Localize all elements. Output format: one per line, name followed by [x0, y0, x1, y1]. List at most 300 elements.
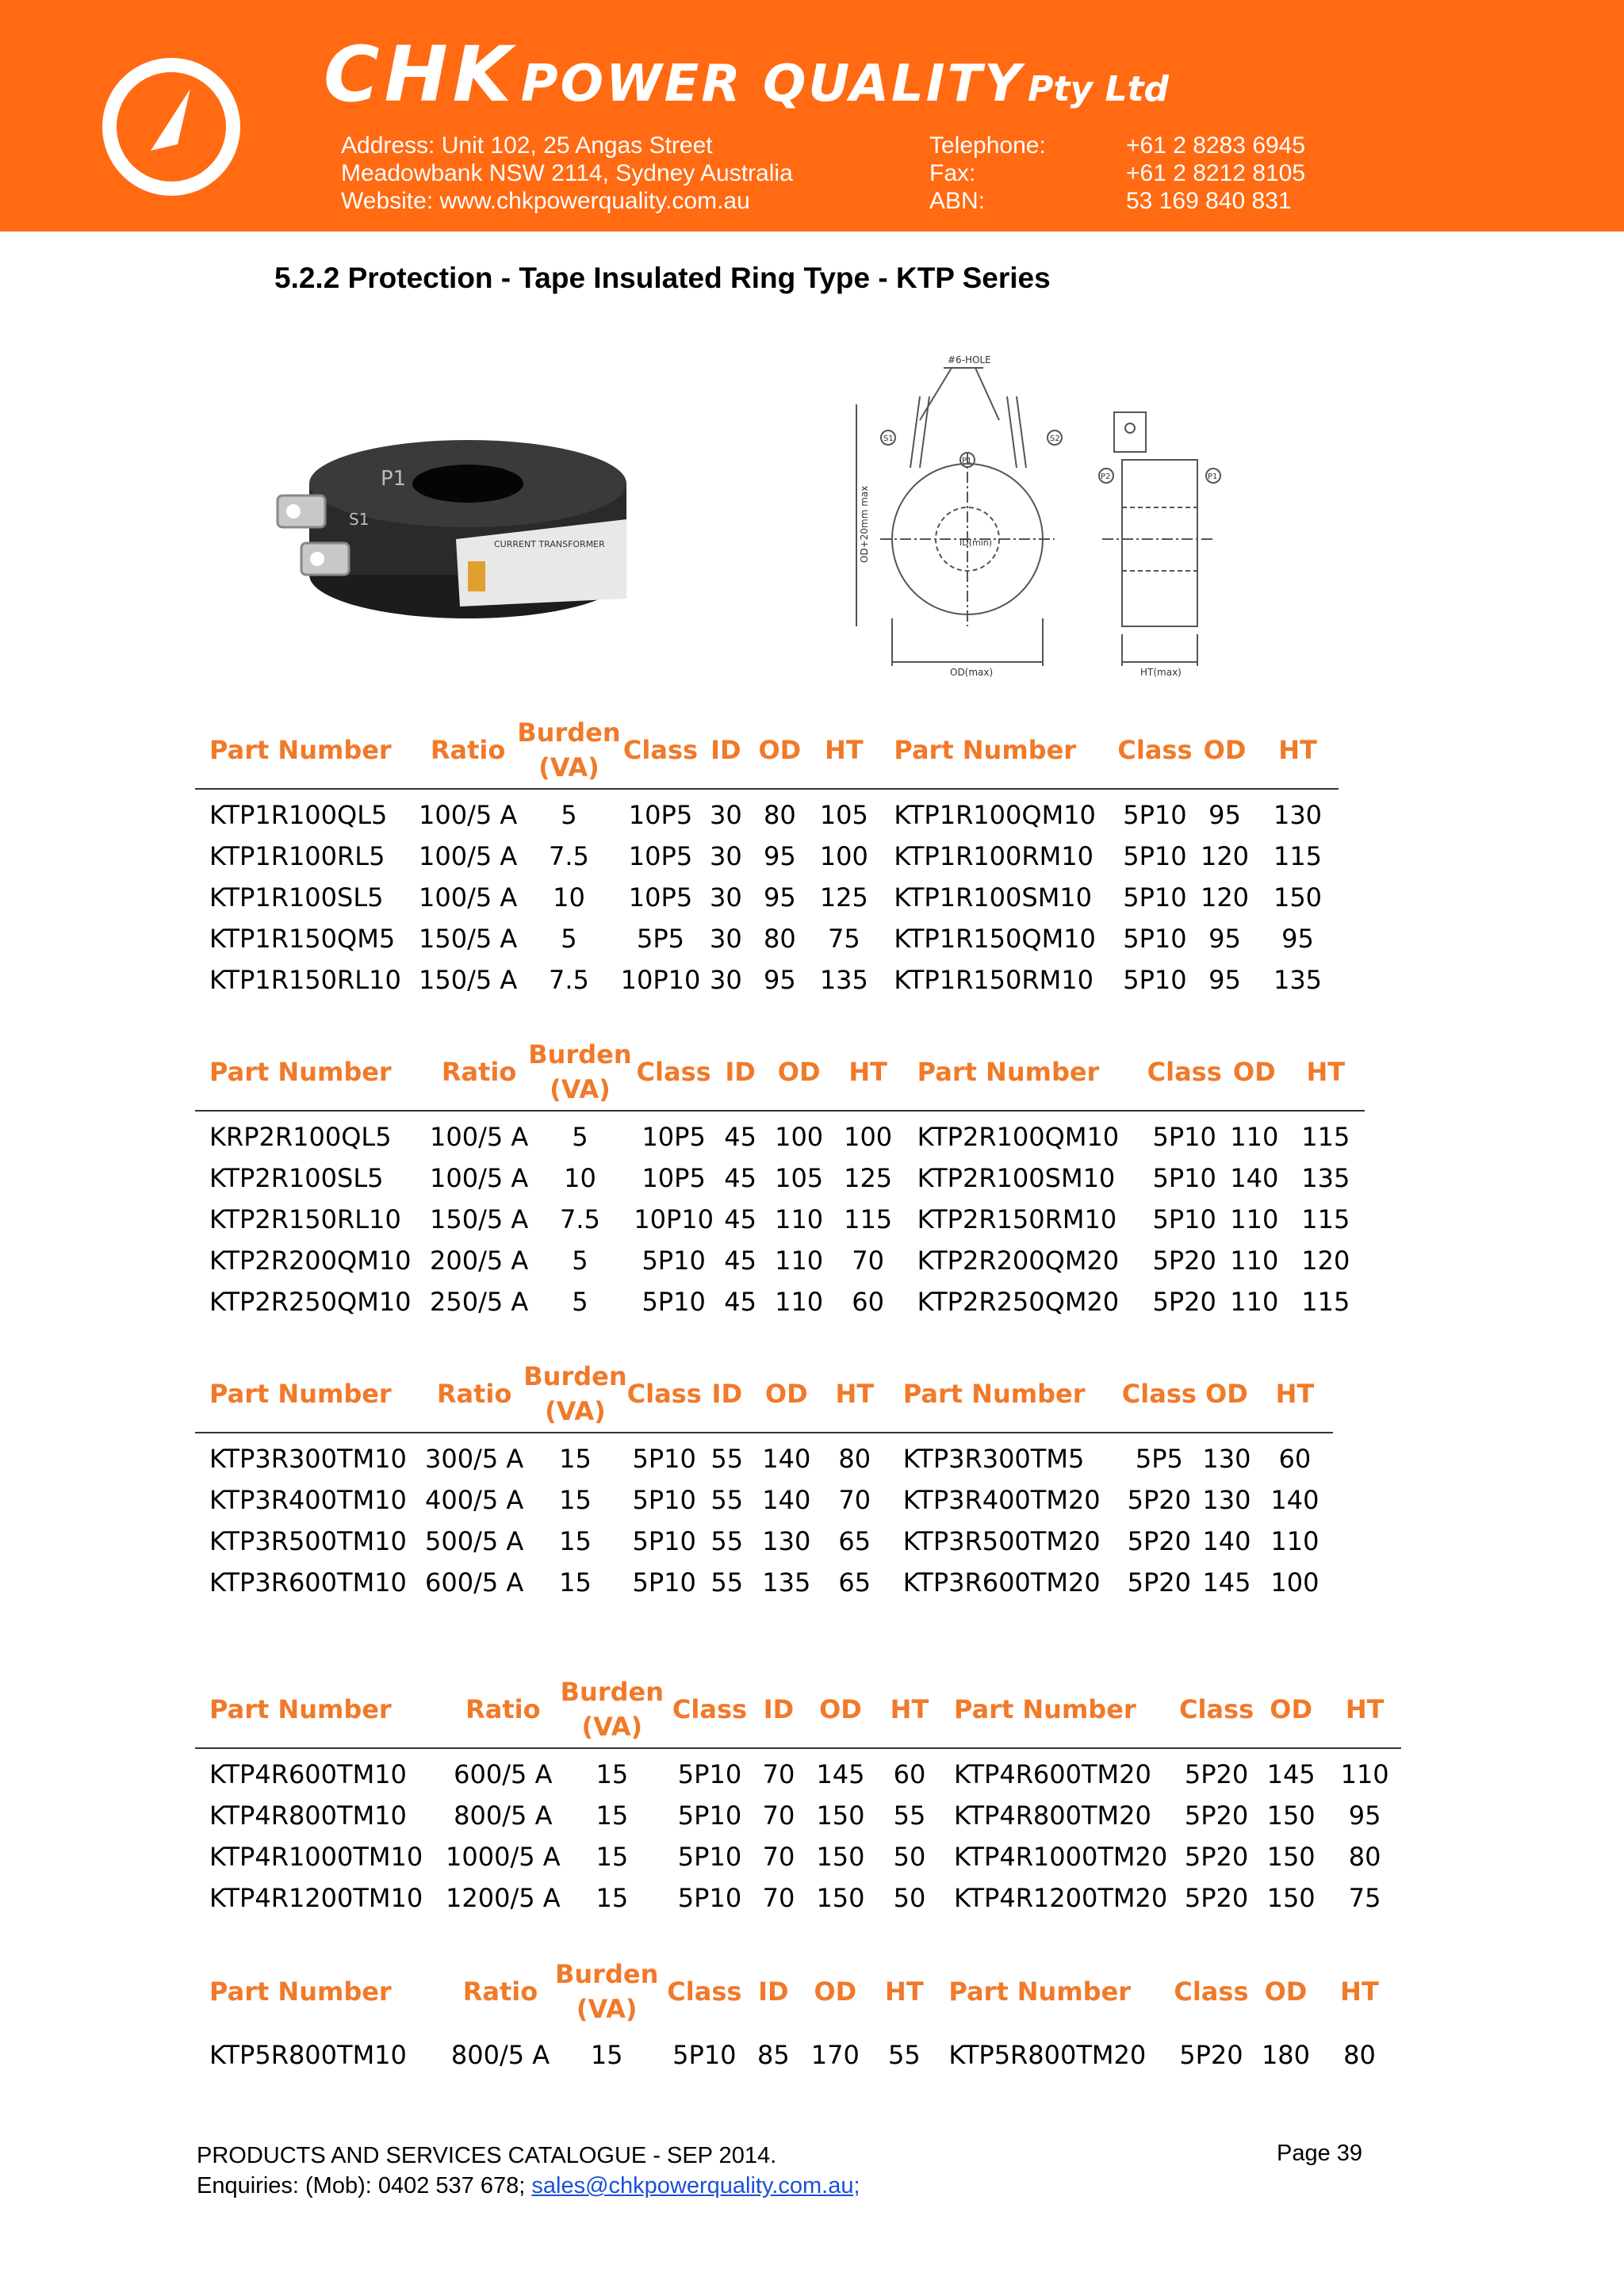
cell-part-number: KTP4R1200TM10 [209, 1883, 423, 1913]
cell-ratio: 150/5 A [430, 1204, 529, 1234]
col-od: OD [753, 1357, 821, 1433]
cell-id: 45 [724, 1163, 756, 1193]
cell-class-2: 5P20 [1184, 1842, 1249, 1872]
cell-od-2: 130 [1202, 1444, 1251, 1474]
cell-part-number: KTP5R800TM10 [209, 2040, 407, 2070]
enquiries-line [197, 2171, 860, 2201]
table-row [195, 1111, 1365, 1158]
col-burden-line2: (VA) [581, 1712, 643, 1742]
cell-part-number-2: KTP2R100QM10 [917, 1122, 1120, 1152]
cell-class: 5P5 [636, 924, 684, 954]
cell-od-2: 145 [1202, 1567, 1251, 1598]
cell-od-2: 130 [1202, 1485, 1251, 1515]
cell-id: 30 [710, 841, 742, 871]
cell-id: 30 [710, 800, 742, 830]
table-row [195, 1562, 1333, 1603]
col-part-number-2: Part Number [903, 1035, 1147, 1111]
col-burden-line1: Burden [560, 1677, 664, 1707]
cell-id: 70 [762, 1842, 795, 1872]
contact-label: Fax: [929, 160, 976, 186]
cell-ratio: 150/5 A [419, 924, 518, 954]
cell-od-2: 95 [1208, 800, 1241, 830]
col-burden [528, 1035, 631, 1111]
cell-id: 45 [724, 1246, 756, 1276]
cell-od: 150 [816, 1842, 865, 1872]
cell-part-number-2: KTP2R100SM10 [917, 1163, 1116, 1193]
cell-id: 30 [710, 965, 742, 995]
cell-part-number-2: KTP2R150RM10 [917, 1204, 1117, 1234]
cell-part-number: KTP2R100SL5 [209, 1163, 384, 1193]
cell-ht-2: 110 [1340, 1759, 1389, 1789]
email-link[interactable]: sales@chkpowerquality.com.au; [531, 2173, 860, 2198]
cell-part-number: KTP2R250QM10 [209, 1287, 412, 1317]
cell-class-2: 5P10 [1123, 800, 1187, 830]
contact-value: 53 169 840 831 [1126, 188, 1292, 214]
cell-part-number-2: KTP3R400TM20 [902, 1485, 1101, 1515]
table-row [195, 836, 1339, 877]
cell-od: 140 [762, 1485, 811, 1515]
spec-table-ktp1 [195, 714, 1339, 1001]
section-title: 5.2.2 Protection - Tape Insulated Ring Type - KTP Series [274, 262, 1051, 294]
cell-ratio: 500/5 A [425, 1526, 524, 1556]
cell-od: 105 [775, 1163, 824, 1193]
cell-od: 170 [810, 2040, 860, 2070]
cell-od: 110 [775, 1287, 824, 1317]
table-header-row [195, 1673, 1401, 1748]
col-part-number-2: Part Number [948, 1976, 1132, 2007]
cell-od-2: 140 [1230, 1163, 1279, 1193]
website-line[interactable]: Website: www.chkpowerquality.com.au [341, 188, 750, 214]
cell-burden: 7.5 [560, 1204, 600, 1234]
cell-part-number-2: KTP2R200QM20 [917, 1246, 1120, 1276]
col-burden [523, 1357, 626, 1433]
cell-part-number-2: KTP1R100SM10 [894, 882, 1093, 913]
cell-id: 85 [756, 2040, 790, 2070]
cell-id: 30 [710, 924, 742, 954]
cell-part-number: KTP4R1000TM10 [209, 1842, 423, 1872]
col-burden [561, 1673, 664, 1748]
table-row [195, 877, 1339, 918]
cell-part-number: KTP1R150QM5 [209, 924, 396, 954]
cell-class: 10P5 [628, 841, 693, 871]
col-class: Class [621, 714, 701, 789]
cell-part-number-2: KTP4R600TM20 [953, 1759, 1151, 1789]
photo-nameplate: CURRENT TRANSFORMER [494, 539, 605, 549]
col-id: ID [756, 1673, 802, 1748]
cell-class: 5P10 [632, 1526, 696, 1556]
table-header-row [195, 1357, 1333, 1433]
cell-class: 10P5 [642, 1122, 706, 1152]
cell-ht: 80 [838, 1444, 871, 1474]
col-part-number-2: Part Number [889, 1357, 1122, 1433]
col-ht-2: HT [1257, 1357, 1333, 1433]
cell-id: 45 [724, 1122, 756, 1152]
cell-ht: 60 [893, 1759, 926, 1789]
drawing-p1-side-label: P1 [1208, 473, 1218, 481]
cell-burden: 15 [596, 1800, 629, 1831]
catalogue-line: PRODUCTS AND SERVICES CATALOGUE - SEP 2014. [197, 2143, 777, 2168]
cell-class-2: 5P20 [1127, 1567, 1192, 1598]
contact-row [929, 159, 1305, 187]
address-line: Meadowbank NSW 2114, Sydney Australia [341, 160, 793, 186]
cell-id: 55 [710, 1485, 744, 1515]
cell-ratio: 100/5 A [419, 882, 518, 913]
cell-part-number-2: KTP2R250QM20 [917, 1287, 1120, 1317]
drawing-s2-label: S2 [1050, 434, 1060, 443]
drawing-p2-label: P2 [1101, 473, 1111, 481]
cell-ht: 100 [844, 1122, 893, 1152]
cell-od: 135 [762, 1567, 811, 1598]
cell-od-2: 150 [1266, 1883, 1316, 1913]
cell-ht-2: 130 [1273, 800, 1323, 830]
cell-class-2: 5P10 [1152, 1163, 1216, 1193]
cell-class-2: 5P20 [1152, 1246, 1216, 1276]
cell-ht: 65 [838, 1567, 871, 1598]
spec-table-ktp2 [195, 1035, 1365, 1322]
cell-burden: 15 [596, 1883, 629, 1913]
cell-ht: 75 [828, 924, 860, 954]
cell-class-2: 5P10 [1152, 1204, 1216, 1234]
cell-class-2: 5P20 [1184, 1883, 1249, 1913]
cell-od: 100 [775, 1122, 824, 1152]
col-id: ID [702, 1357, 753, 1433]
cell-ht-2: 140 [1270, 1485, 1320, 1515]
cell-class-2: 5P10 [1123, 965, 1187, 995]
col-ht: HT [808, 714, 879, 789]
cell-ht: 70 [838, 1485, 871, 1515]
cell-od: 95 [764, 882, 796, 913]
col-part-number: Part Number [209, 1976, 392, 2007]
col-part-number: Part Number [195, 1357, 425, 1433]
cell-part-number-2: KTP3R500TM20 [902, 1526, 1101, 1556]
company-logo-icon [102, 57, 241, 197]
cell-id: 70 [762, 1883, 795, 1913]
col-class-2: Class [1117, 714, 1192, 789]
col-class: Class [667, 1976, 742, 2007]
cell-class: 10P5 [628, 882, 693, 913]
cell-od-2: 180 [1261, 2040, 1311, 2070]
cell-ratio: 200/5 A [430, 1246, 529, 1276]
cell-burden: 15 [559, 1485, 592, 1515]
col-ht: HT [833, 1035, 903, 1111]
cell-od-2: 95 [1208, 924, 1241, 954]
table-body [195, 1433, 1333, 1603]
drawing-s1-label: S1 [883, 434, 894, 443]
table-row [195, 918, 1339, 959]
cell-burden: 15 [559, 1526, 592, 1556]
table-header-row [195, 1955, 1396, 2030]
col-od: OD [814, 1976, 857, 2007]
page-footer [197, 2141, 860, 2201]
cell-ht: 135 [819, 965, 868, 995]
drawing-ht-label: HT(max) [1140, 667, 1182, 678]
cell-burden: 5 [561, 924, 577, 954]
cell-od: 80 [764, 924, 796, 954]
cell-ht-2: 95 [1281, 924, 1314, 954]
table-header-row [195, 1035, 1365, 1111]
cell-od: 80 [764, 800, 796, 830]
cell-part-number-2: KTP1R100RM10 [894, 841, 1094, 871]
cell-ratio: 100/5 A [430, 1163, 529, 1193]
cell-ratio: 800/5 A [454, 1800, 553, 1831]
cell-part-number-2: KTP5R800TM20 [948, 2040, 1147, 2070]
cell-od-2: 120 [1200, 882, 1250, 913]
brand-sub: POWER QUALITY [520, 55, 1024, 113]
drawing-od-label: OD(max) [950, 667, 994, 678]
col-ht-2: HT [1340, 1976, 1379, 2007]
col-part-number-2: Part Number [940, 1673, 1179, 1748]
cell-od-2: 110 [1230, 1287, 1279, 1317]
cell-ratio: 100/5 A [430, 1122, 529, 1152]
enquiries-text: Enquiries: (Mob): 0402 537 678; [197, 2173, 532, 2198]
brand-tail: Pty Ltd [1028, 69, 1170, 109]
col-burden-line1: Burden [528, 1039, 632, 1070]
cell-burden: 7.5 [549, 965, 589, 995]
cell-class: 5P10 [677, 1883, 742, 1913]
table-row [195, 1521, 1333, 1562]
cell-burden: 10 [553, 882, 585, 913]
cell-part-number-2: KTP4R800TM20 [953, 1800, 1151, 1831]
cell-ht-2: 150 [1273, 882, 1323, 913]
cell-burden: 15 [559, 1444, 592, 1474]
col-part-number: Part Number [195, 1673, 446, 1748]
cell-part-number: KTP4R600TM10 [209, 1759, 407, 1789]
table-row [195, 789, 1339, 836]
table-header-row [195, 714, 1339, 789]
cell-class: 5P10 [632, 1567, 696, 1598]
cell-burden: 5 [572, 1287, 588, 1317]
cell-ratio: 100/5 A [419, 800, 518, 830]
col-burden-line2: (VA) [576, 1994, 638, 2024]
cell-ht-2: 135 [1301, 1163, 1350, 1193]
cell-burden: 5 [572, 1122, 588, 1152]
col-part-number-2: Part Number [879, 714, 1117, 789]
product-photo [270, 428, 634, 634]
cell-id: 70 [762, 1759, 795, 1789]
table-row [195, 1479, 1333, 1521]
col-class-2: Class [1179, 1673, 1254, 1748]
cell-burden: 15 [596, 1759, 629, 1789]
cell-od-2: 110 [1230, 1204, 1279, 1234]
cell-class: 5P10 [632, 1444, 696, 1474]
cell-part-number: KTP3R500TM10 [209, 1526, 407, 1556]
dimension-drawing [841, 349, 1269, 698]
cell-ht-2: 100 [1270, 1567, 1320, 1598]
col-burden-line1: Burden [523, 1361, 627, 1391]
cell-id: 45 [724, 1204, 756, 1234]
cell-ht-2: 120 [1301, 1246, 1350, 1276]
cell-class: 5P10 [677, 1800, 742, 1831]
cell-ratio: 1000/5 A [446, 1842, 561, 1872]
cell-id: 55 [710, 1444, 744, 1474]
cell-class-2: 5P10 [1123, 882, 1187, 913]
cell-part-number-2: KTP1R150QM10 [894, 924, 1096, 954]
col-id: ID [716, 1035, 765, 1111]
contact-label: Telephone: [929, 132, 1046, 159]
cell-class: 5P10 [642, 1246, 706, 1276]
brand-name [324, 30, 1169, 119]
cell-part-number: KRP2R100QL5 [209, 1122, 392, 1152]
cell-ratio: 100/5 A [419, 841, 518, 871]
table-row [195, 1748, 1401, 1795]
cell-ratio: 250/5 A [430, 1287, 529, 1317]
cell-ht: 125 [819, 882, 868, 913]
col-ratio: Ratio [419, 714, 517, 789]
col-ratio: Ratio [446, 1673, 561, 1748]
cell-ht-2: 115 [1301, 1204, 1350, 1234]
cell-part-number: KTP3R300TM10 [209, 1444, 407, 1474]
cell-ht-2: 115 [1301, 1122, 1350, 1152]
cell-part-number-2: KTP3R300TM5 [902, 1444, 1085, 1474]
cell-ratio: 600/5 A [425, 1567, 524, 1598]
cell-part-number: KTP3R600TM10 [209, 1567, 407, 1598]
cell-class-2: 5P5 [1135, 1444, 1183, 1474]
photo-label-s1: S1 [349, 510, 370, 529]
contact-row [929, 187, 1305, 215]
cell-od: 95 [764, 841, 796, 871]
cell-part-number: KTP2R150RL10 [209, 1204, 401, 1234]
cell-od-2: 140 [1202, 1526, 1251, 1556]
col-part-number: Part Number [195, 714, 419, 789]
table-body [195, 2030, 1396, 2076]
col-ratio: Ratio [462, 1976, 538, 2007]
cell-class-2: 5P20 [1179, 2040, 1243, 2070]
col-ht-2: HT [1328, 1673, 1401, 1748]
col-od: OD [765, 1035, 833, 1111]
cell-class: 5P10 [677, 1759, 742, 1789]
col-ratio: Ratio [425, 1357, 523, 1433]
cell-id: 55 [710, 1567, 744, 1598]
contact-block [929, 132, 1305, 215]
cell-class: 5P10 [677, 1842, 742, 1872]
table-row [195, 1795, 1401, 1836]
cell-ratio: 600/5 A [454, 1759, 553, 1789]
cell-class-2: 5P10 [1123, 924, 1187, 954]
col-class-2: Class [1174, 1976, 1249, 2007]
cell-ht: 70 [852, 1246, 884, 1276]
cell-id: 70 [762, 1800, 795, 1831]
cell-part-number-2: KTP1R150RM10 [894, 965, 1094, 995]
drawing-height-label: OD+20mm max [859, 485, 870, 563]
cell-ht: 55 [893, 1800, 926, 1831]
col-ht: HT [885, 1976, 924, 2007]
col-burden-line1: Burden [555, 1959, 659, 1989]
cell-ratio: 300/5 A [425, 1444, 524, 1474]
page-header [0, 0, 1624, 232]
cell-part-number-2: KTP4R1200TM20 [953, 1883, 1168, 1913]
cell-od-2: 110 [1230, 1246, 1279, 1276]
col-od-2: OD [1254, 1673, 1328, 1748]
cell-part-number-2: KTP1R100QM10 [894, 800, 1096, 830]
contact-label: ABN: [929, 188, 986, 214]
cell-class: 10P10 [634, 1204, 714, 1234]
cell-ht: 50 [893, 1883, 926, 1913]
cell-class-2: 5P20 [1127, 1485, 1192, 1515]
col-ht-2: HT [1287, 1035, 1365, 1111]
address-block [341, 132, 793, 215]
contact-row [929, 132, 1305, 159]
cell-part-number: KTP1R100QL5 [209, 800, 388, 830]
cell-class-2: 5P10 [1152, 1122, 1216, 1152]
cell-ht: 115 [844, 1204, 893, 1234]
cell-ht: 125 [844, 1163, 893, 1193]
cell-od-2: 110 [1230, 1122, 1279, 1152]
cell-class: 10P10 [620, 965, 701, 995]
col-burden [517, 714, 620, 789]
table-body [195, 1111, 1365, 1322]
page-number: Page 39 [1277, 2141, 1363, 2166]
cell-od: 145 [816, 1759, 865, 1789]
cell-od: 150 [816, 1800, 865, 1831]
cell-od: 140 [762, 1444, 811, 1474]
cell-ht-2: 75 [1348, 1883, 1381, 1913]
col-burden-line1: Burden [517, 718, 621, 748]
cell-ht: 65 [838, 1526, 871, 1556]
cell-burden: 15 [559, 1567, 592, 1598]
table-row [195, 1877, 1401, 1919]
cell-od: 110 [775, 1246, 824, 1276]
cell-class-2: 5P20 [1152, 1287, 1216, 1317]
cell-class: 10P5 [642, 1163, 706, 1193]
drawing-id-label: ID(min) [959, 538, 993, 548]
cell-part-number-2: KTP4R1000TM20 [953, 1842, 1168, 1872]
cell-od-2: 95 [1208, 965, 1241, 995]
cell-burden: 5 [561, 800, 577, 830]
cell-ht-2: 115 [1301, 1287, 1350, 1317]
table-row [195, 959, 1339, 1001]
cell-burden: 5 [572, 1246, 588, 1276]
cell-part-number: KTP3R400TM10 [209, 1485, 407, 1515]
cell-class-2: 5P20 [1184, 1800, 1249, 1831]
cell-id: 55 [710, 1526, 744, 1556]
table-row [195, 2030, 1396, 2076]
col-id: ID [758, 1976, 789, 2007]
cell-part-number: KTP1R100SL5 [209, 882, 384, 913]
col-class: Class [664, 1673, 756, 1748]
cell-ht: 55 [887, 2040, 921, 2070]
col-burden [555, 1955, 658, 2030]
col-part-number: Part Number [195, 1035, 430, 1111]
cell-class: 5P10 [642, 1287, 706, 1317]
col-burden-line2: (VA) [550, 1074, 611, 1104]
cell-ht-2: 135 [1273, 965, 1323, 995]
drawing-hole-label: #6-HOLE [948, 354, 991, 365]
table-row [195, 1433, 1333, 1479]
col-class-2: Class [1122, 1357, 1197, 1433]
col-id: ID [700, 714, 751, 789]
cell-part-number: KTP2R200QM10 [209, 1246, 412, 1276]
col-ht: HT [879, 1673, 940, 1748]
cell-class: 5P10 [672, 2040, 737, 2070]
cell-part-number-2: KTP3R600TM20 [902, 1567, 1101, 1598]
cell-ht-2: 60 [1278, 1444, 1312, 1474]
table-row [195, 1836, 1401, 1877]
col-od: OD [802, 1673, 879, 1748]
cell-od-2: 150 [1266, 1842, 1316, 1872]
cell-ratio: 1200/5 A [446, 1883, 561, 1913]
cell-ratio: 150/5 A [419, 965, 518, 995]
cell-burden: 10 [564, 1163, 596, 1193]
table-row [195, 1199, 1365, 1240]
cell-ht-2: 95 [1348, 1800, 1381, 1831]
cell-ht-2: 80 [1343, 2040, 1376, 2070]
cell-od: 95 [764, 965, 796, 995]
address-line: Address: Unit 102, 25 Angas Street [341, 132, 713, 159]
col-class-2: Class [1147, 1035, 1222, 1111]
table-body [195, 1748, 1401, 1919]
spec-table-ktp5 [195, 1955, 1396, 2076]
col-burden-line2: (VA) [545, 1396, 606, 1426]
